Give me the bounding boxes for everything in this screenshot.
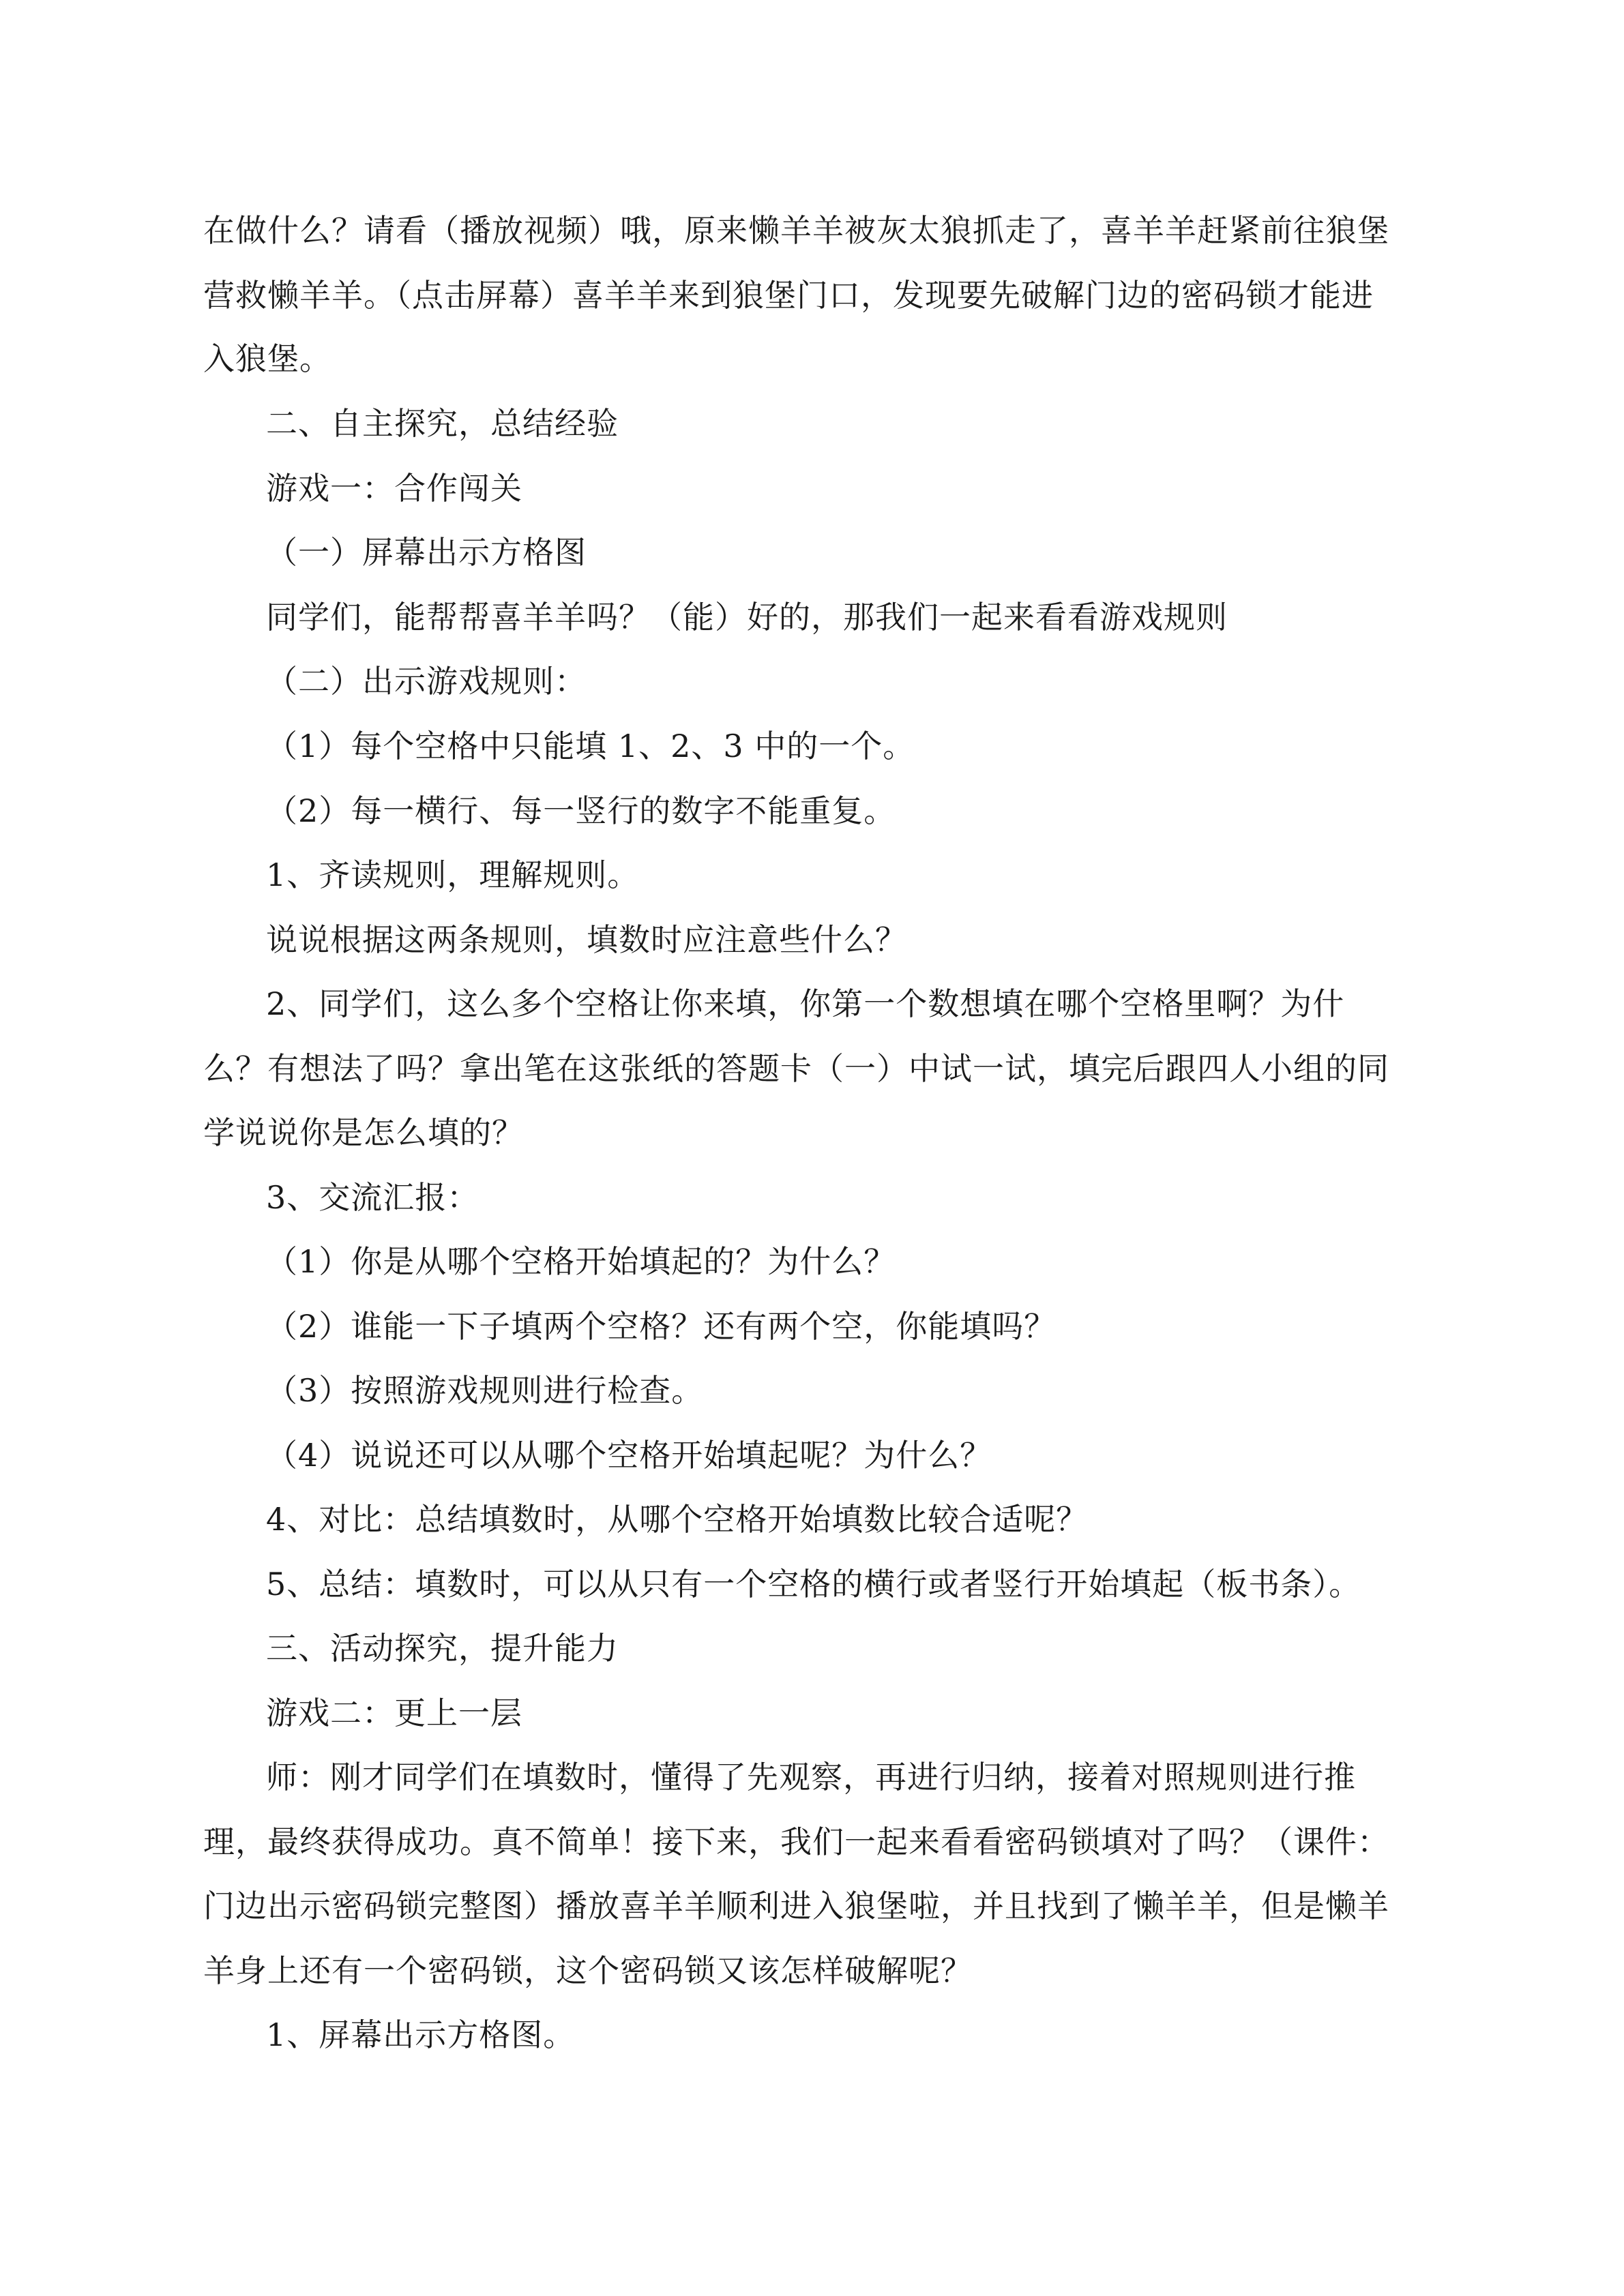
section-heading: 三、活动探究，提升能力 — [266, 1630, 619, 1667]
list-item: （1）你是从哪个空格开始填起的？为什么？ — [266, 1243, 896, 1280]
rule-item: （2）每一横行、每一竖行的数字不能重复。 — [266, 792, 896, 829]
text-line: 门边出示密码锁完整图）播放喜羊羊顺利进入狼堡啦，并且找到了懒羊羊，但是懒羊 — [203, 1888, 1389, 1924]
list-item: （2）谁能一下子填两个空格？还有两个空，你能填吗？ — [266, 1308, 1057, 1345]
text-line: 同学们，能帮帮喜羊羊吗？（能）好的，那我们一起来看看游戏规则 — [266, 599, 1228, 636]
text-line: 么？有想法了吗？拿出笔在这张纸的答题卡（一）中试一试，填完后跟四人小组的同 — [203, 1050, 1389, 1087]
text-line: （二）出示游戏规则： — [266, 663, 587, 700]
text-line: 学说说你是怎么填的？ — [203, 1114, 524, 1151]
list-item: （3）按照游戏规则进行检查。 — [266, 1372, 704, 1409]
text-line: 说说根据这两条规则，填数时应注意些什么？ — [266, 921, 907, 958]
text-line: 1、齐读规则，理解规则。 — [266, 856, 640, 893]
text-line: 入狼堡。 — [203, 340, 331, 377]
text-line: 4、对比：总结填数时，从哪个空格开始填数比较合适呢？ — [266, 1501, 1089, 1538]
text-line: 在做什么？请看（播放视频）哦，原来懒羊羊被灰太狼抓走了，喜羊羊赶紧前往狼堡 — [203, 212, 1389, 249]
list-item: （4）说说还可以从哪个空格开始填起呢？为什么？ — [266, 1437, 992, 1474]
rule-item: （1）每个空格中只能填 1、2、3 中的一个。 — [266, 728, 915, 764]
text-line: 理，最终获得成功。真不简单！接下来，我们一起来看看密码锁填对了吗？（课件： — [203, 1823, 1389, 1860]
subsection-heading: 游戏一：合作闯关 — [266, 470, 522, 507]
section-heading: 二、自主探究，总结经验 — [266, 405, 619, 442]
text-line: 5、总结：填数时，可以从只有一个空格的横行或者竖行开始填起（板书条）。 — [266, 1566, 1361, 1602]
text-line: 营救懒羊羊。（点击屏幕）喜羊羊来到狼堡门口，发现要先破解门边的密码锁才能进 — [203, 277, 1374, 314]
text-line: （一）屏幕出示方格图 — [266, 534, 587, 571]
text-line: 羊身上还有一个密码锁，这个密码锁又该怎样破解呢？ — [203, 1952, 973, 1989]
text-line: 3、交流汇报： — [266, 1179, 479, 1216]
text-line: 1、屏幕出示方格图。 — [266, 2016, 576, 2053]
subsection-heading: 游戏二：更上一层 — [266, 1695, 522, 1731]
text-line: 师：刚才同学们在填数时，懂得了先观察，再进行归纳，接着对照规则进行推 — [266, 1759, 1356, 1795]
text-line: 2、同学们，这么多个空格让你来填，你第一个数想填在哪个空格里啊？为什 — [266, 985, 1345, 1022]
